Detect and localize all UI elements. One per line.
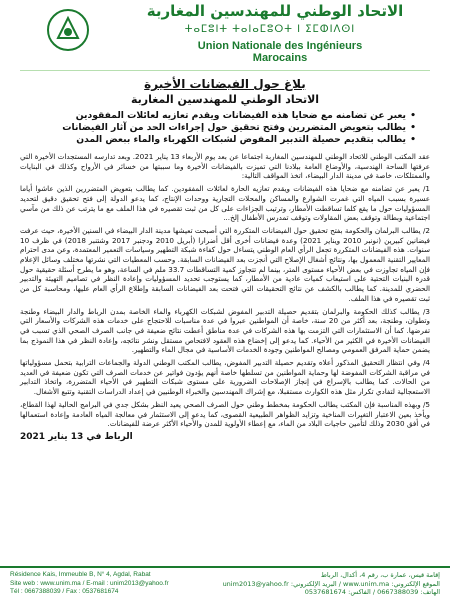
date-line: الرباط في 13 يناير 2021 xyxy=(20,431,133,442)
key-point: • يطالب بتعويض المتضررين وفتح تحقيق حول إجراءات الحد من آثار الفيضانات xyxy=(62,122,416,133)
document-subtitle: الاتحاد الوطني للمهندسين المغاربة xyxy=(130,93,320,106)
bullet-icon: • xyxy=(410,134,416,145)
union-french-name: Union Nationale des Ingénieurs Marocains xyxy=(197,40,363,64)
section-4-paragraph: 4/ وفي انتظار التحقيق المذكور أعلاه وتقديم حصيلة التدبير المفوض، يطالب المكتب الوطني الدولة والجماعات الترابية بتحمل مسؤولياتها في مراقبة الشركات المفوضة لها وحماية المواطنين من تسلطها خاصة أنهم يؤدون فواتير عن خدمات الصرف التي تكون ضعيفة في العديد من الحالات. كما يطالب بالإسراع في إنجاز الإصلاحات الضرورية على مستوى شبكات التطهير في الأحياء المتضررة، واتخاذ التدابير الاستعجالية لتفادي تكرار مثل هذه الكوارث مستقبلا، مع إشراك المهندسين والخبراء الوطنيين في إعداد الدراسات التقنية وتتبع الأشغال. xyxy=(20,358,430,397)
letterhead xyxy=(20,0,430,71)
bullet-icon: • xyxy=(410,110,416,121)
document-title: بلاغ حول الفيضانات الأخيرة xyxy=(144,77,306,91)
union-logo-icon xyxy=(46,8,90,52)
letter-footer xyxy=(0,566,450,600)
key-point: • يعبر عن تضامنه مع ضحايا هذه الفيضانات ويقدم تعازيه لعائلات المفقودين xyxy=(75,110,416,121)
footer-french-contact: Résidence Kais, Immeuble B, N° 4, Agdal, Rabat Site web : www.unim.ma / E-mail : unim2013@yahoo.fr Tél : 0667388039 / Fax : 0537681674 xyxy=(10,571,169,595)
section-3-paragraph: 3/ يطالب كذلك الحكومة والبرلمان بتقديم حصيلة التدبير المفوض لشبكات الكهرباء والماء الخاصة بمدن الرباط والدار البيضاء وطنجة وتطوان، وطنجة، بعد أكثر من 20 سنة، خاصة أن المواطنين عبروا في عدة مناسبات للاحتجاج على خدمات هذه الشركات والأسعار التي تفرضها. كما أن الاستثمارات التي التزمت بها هذه الشركات في عدة مناطق أعطت نتائج ضعيفة في جانب الصرف الصحي الذي تسبب في الفيضانات الأخيرة في الكثير من الأحياء. كما يدعو إلى إخضاع هذه العقود لافتحاص مستقل ونشر نتائجه، وإعادة النظر في هذا النموذج بما يضمن حماية المرفق العمومي ومصالح المواطنين وجودة الخدمات الأساسية في مجال الماء والتطهير. xyxy=(20,306,430,355)
key-point: • يطالب بتقديم حصيلة التدبير المفوض لشبكات الكهرباء والماء ببعض المدن xyxy=(76,134,416,145)
section-1-paragraph: 1/ يعبر عن تضامنه مع ضحايا هذه الفيضانات ويقدم تعازيه الحارة لعائلات المفقودين. كما يطالب بتعويض المتضررين الذين عاشوا أياما عسيرة بسبب المياه التي غمرت الشوارع والمساكن والمحلات التجارية ووحدات الإنتاج، كما يدعو الدولة إلى فتح تحقيق دقيق لتحديد المسؤوليات حول ما يقع كلما تساقطت الأمطار، وترتيب الجزاءات على كل من ثبت تقصيره في هذا الملف مع ما يترتب عن ذلك من مآسي اجتماعية وبطالة وتوقف بعض المقاولات وتوقف تمدرس الأطفال إلخ... xyxy=(20,184,430,223)
key-points-list xyxy=(34,110,416,146)
intro-paragraph: عقد المكتب الوطني للاتحاد الوطني للمهندسين المغاربة اجتماعا عن بعد يوم الأربعاء 13 يناير 2021. وبعد تدارسه المستجدات الأخيرة التي عرفتها الساحة الهندسية، والأوضاع العامة ببلادنا التي تميزت بالفيضانات الأخيرة وما سببتها من خسائر في الأرواح وكذلك في البنايات والممتلكات، خاصة في مدينة الدار البيضاء، اتخذ المواقف التالية: xyxy=(20,152,430,181)
union-arabic-name: الاتحاد الوطني للمهندسين المغاربة xyxy=(146,2,404,20)
section-2-paragraph: 2/ يطالب البرلمان والحكومة بفتح تحقيق حول الفيضانات المتكررة التي أصبحت تعيشها مدينة الدار البيضاء في السنين الأخيرة، حيث عرفت فيضانين كبيرين (نونبر 2010 ويناير 2021) وعدة فيضانات أخرى أقل أضرارا (أبريل 2010 ودجنبر 2017 وشتنبر 2018) في ظرف 10 سنوات. هذه الفيضانات المتكررة تجعل الرأي العام الوطني يتساءل حول كفاءة شبكة التطهير وسياسات التعمير المعتمدة، وعن مدى احترام المعايير التقنية المعمول بها، ونتائج أشغال الإصلاح التي أنجزت بعد الفيضانات السابقة. وحسب المعطيات التي نشرتها مختلف وسائل الإعلام فإن المياه تجاوزت في بعض الأحياء مستوى المتر، بينما لم تتجاوز كمية التساقطات 33.7 ملم في الساعة، وهو ما يطرح أسئلة حقيقية حول قدرة البنيات التحتية على استيعاب كميات عادية من الأمطار، كما يستوجب تحديد المسؤوليات وإعادة النظر في تصاميم التهيئة والتدبير الحضري للمدينة. كما يطالب بالكشف عن نتائج التحقيقات التي فتحت بعد الفيضانات السابقة وإطلاع الرأي العام عليها، ومحاسبة كل من ثبت تقصيره في هذا الملف. xyxy=(20,225,430,303)
section-5-paragraph: 5/ وبهذه المناسبة فإن المكتب يطالب الحكومة بمخطط وطني حول الصرف الصحي يعيد النظر بشكل جدي في البرامج الحالية لهذا القطاع، ويأخذ بعين الاعتبار التغيرات المناخية وتزايد الظواهر الطبيعية القصوى، كما يدعو إلى الاستثمار في معالجة المياه العادمة وإعادة استعمالها في أفق 2030 وذلك لتأمين حاجيات البلاد من الماء، مع إعطاء الأولوية للمدن والأحياء الأكثر عرضة للفيضانات. xyxy=(20,399,430,429)
union-tifinagh-name: ⵜⴰⵎⵓⵏⵜ ⵜⴰⵏⴰⵎⵓⵔⵜ ⵏ ⵉⵎⵀⵏⴷⵙⵏ xyxy=(184,24,356,35)
bullet-icon: • xyxy=(410,122,416,133)
footer-arabic-contact: إقامة قيس، عمارة ب، رقم 4، أكدال، الرباط الموقع الإلكتروني: www.unim.ma / البريد الإلكتروني: unim2013@yahoo.fr الهاتف: 0667388039 / الفاكس: 0537681674 xyxy=(222,571,440,596)
